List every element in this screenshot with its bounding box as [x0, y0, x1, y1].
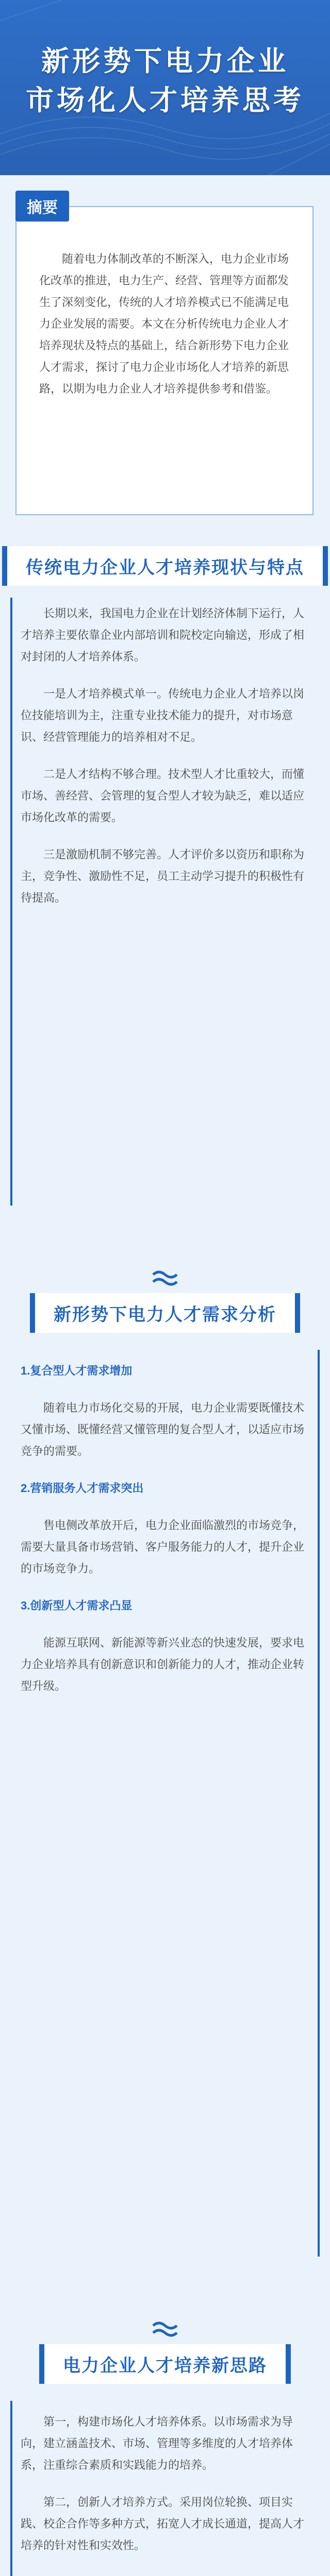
- section-3-title-text: 电力企业人才培养新思路: [39, 2344, 291, 2384]
- abstract-tag: 摘要: [15, 191, 69, 222]
- section-1-body: [21, 603, 309, 924]
- s2-subheading: 3.创新型人才需求凸显: [21, 1599, 133, 1612]
- s2-subheading: 2.营销服务人才需求突出: [21, 1482, 144, 1495]
- section-1-title-text: 传统电力企业人才培养现状与特点: [2, 546, 328, 586]
- s2-paragraph: 售电侧改革放开后，电力企业面临激烈的市场竞争，需要大量具备市场营销、客户服务能力的人才，提升企业的市场竞争力。: [21, 1519, 305, 1575]
- header-banner: [0, 0, 330, 175]
- section-3-body: [21, 2411, 309, 2576]
- page-title: [0, 41, 330, 120]
- section-2-title-text: 新形势下电力人才需求分析: [30, 1293, 300, 1333]
- s1-paragraph: 三是激励机制不够完善。人才评价多以资历和职称为主，竞争性、激励性不足，员工主动学习提升的积极性有待提高。: [21, 848, 305, 904]
- s3-paragraph: 第一，构建市场化人才培养体系。以市场需求为导向，建立涵盖技术、市场、管理等多维度的人才培养体系，注重综合素质和实践能力的培养。: [21, 2415, 293, 2471]
- s3-paragraph: [21, 2572, 309, 2576]
- section-3-rule: [10, 2401, 12, 2576]
- s2-paragraph: 能源互联网、新能源等新兴业态的快速发展，要求电力企业培养具有创新意识和创新能力的人才，推动企业转型升级。: [21, 1636, 305, 1692]
- s1-paragraph: 长期以来，我国电力企业在计划经济体制下运行，人才培养主要依靠企业内部培训和院校定向输送，形成了相对封闭的人才培养体系。: [21, 607, 305, 663]
- section-1-title: [0, 546, 330, 586]
- s3-paragraph: 第二，创新人才培养方式。采用岗位轮换、项目实践、校企合作等多种方式，拓宽人才成长通道，提高人才培养的针对性和实效性。: [21, 2496, 305, 2552]
- wave-icon: [151, 2318, 179, 2339]
- abstract-text: 随着电力体制改革的不断深入，电力企业市场化改革的推进，电力生产、经营、管理等方面都发生了深刻变化，传统的人才培养模式已不能满足电力企业发展的需要。本文在分析传统电力企业人才培养现状及特点的基础上，结合新形势下电力企业人才需求，探讨了电力企业市场化人才培养的新思路，以期为电力企业人才培养提供参考和借鉴。: [39, 252, 289, 395]
- section-2-body: [21, 1360, 309, 1713]
- section-3-title: [0, 2318, 330, 2384]
- abstract-box: [15, 206, 314, 515]
- section-2-title: [0, 1267, 330, 1333]
- wave-icon: [151, 1267, 179, 1288]
- s2-subheading: 1.复合型人才需求增加: [21, 1364, 133, 1377]
- s2-paragraph: 随着电力市场化交易的开展，电力企业需要既懂技术又懂市场、既懂经营又懂管理的复合型人才，以适应市场竞争的需要。: [21, 1401, 305, 1458]
- section-2-rule: [318, 1350, 320, 2257]
- title-line-2: 市场化人才培养思考: [26, 83, 304, 116]
- s1-paragraph: 二是人才结构不够合理。技术型人才比重较大，而懂市场、善经营、会管理的复合型人才较为缺乏，难以适应市场化改革的需要。: [21, 768, 305, 824]
- title-line-1: 新形势下电力企业: [41, 44, 289, 77]
- s1-paragraph: 一是人才培养模式单一。传统电力企业人才培养以岗位技能培训为主，注重专业技术能力的提升，对市场意识、经营管理能力的培养相对不足。: [21, 687, 305, 743]
- section-1-rule: [10, 598, 12, 1206]
